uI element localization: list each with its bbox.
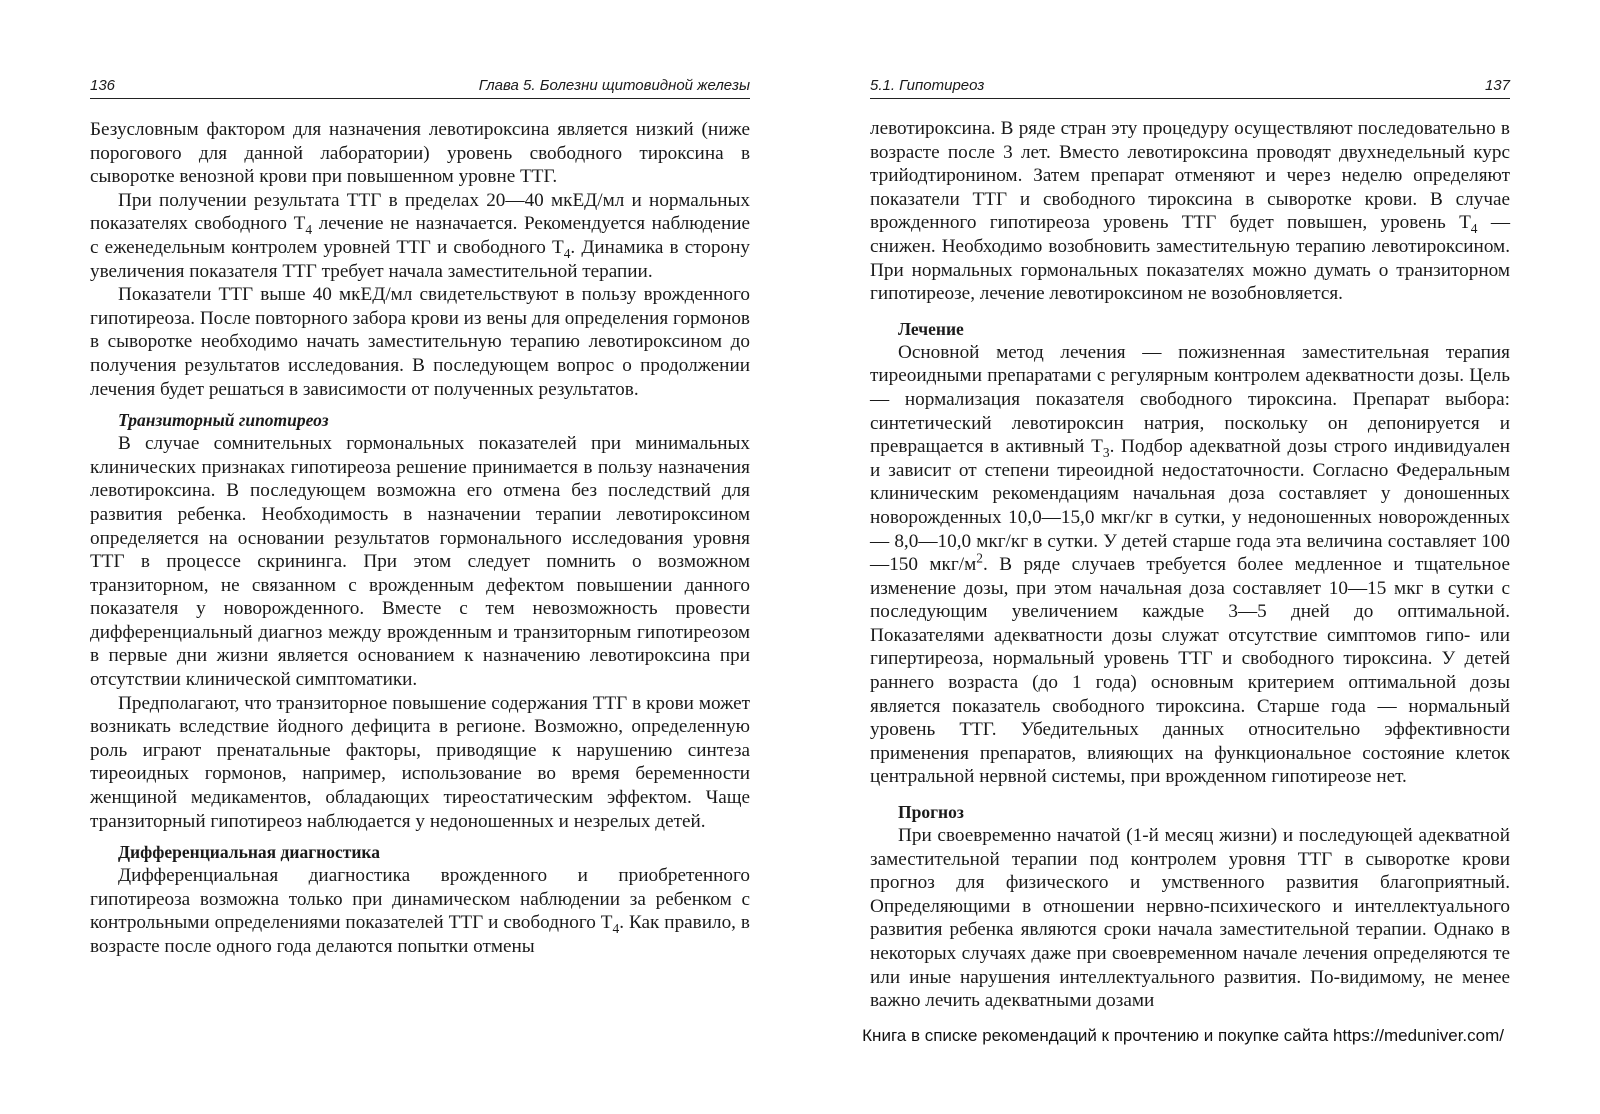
paragraph: В случае сомнительных гормональных показателей при минимальных клинических признаках гипотиреоза решение принимается в пользу назначения левотироксина. В последующем возможна его отмена без последствий для развития ребенка. Необходимость в назначении терапии левотироксином определяется на основании результатов гормонального исследования уровня ТТГ в процессе скрининга. При этом следует помнить о возможном транзиторном, не связанном с врожденным дефектом повышении данного показателя у новорожденного. Вместе с тем невозможность провести дифференциальный диагноз между врожденным и транзиторным гипотиреозом в первые дни жизни является основанием к назначению левотироксина при отсутствии клинической симптоматики. [90,433,750,691]
page-number: 136 [90,77,116,94]
watermark-text: Книга в списке рекомендаций к прочтению и покупке сайта https://meduniver.com/ [862,1026,1504,1045]
paragraph: левотироксина. В ряде стран эту процедуру осуществляют последовательно в возрасте после 3 лет. Вместо левотироксина проводят двухнедельный курс трийодтиронином. Затем препарат отменяют и через неделю определяют показатели ТТГ и свободного тироксина в сыворотке крови. В случае врожденного гипотиреоза уровень ТТГ будет повышен, уровень $Т_4$ — снижен. Необходимо возобновить заместительную терапию левотироксином. При нормальных гормональных показателях можно думать о транзиторном гипотиреозе, лечение левотироксином не возобновляется. [870,118,1511,305]
section-heading: Транзиторный гипотиреоз [118,410,329,431]
paragraph: При получении результата ТТГ в пределах 20—40 мкЕД/мл и нормальных показателях свободного $Т_4$ лечение не назначается. Рекомендуется наблюдение с еженедельным контролем уровней ТТГ и свободного $Т_4$. Динамика в сторону увеличения показателя ТТГ требует начала заместительной терапии. [90,189,751,282]
paragraph: Показатели ТТГ выше 40 мкЕД/мл свидетельствуют в пользу врожденного гипотиреоза. После повторного забора крови из вены для определения гормонов в сыворотке необходимо начать заместительную терапию левотироксином до получения результатов исследования. В последующем вопрос о продолжении лечения будет решаться в зависимости от полученных результатов. [90,284,750,400]
paragraph: Предполагают, что транзиторное повышение содержания ТТГ в крови может возникать вследствие йодного дефицита в регионе. Возможно, определенную роль играют пренатальные факторы, приводящие к нарушению синтеза тиреоидных гормонов, например, использование во время беременности женщиной медикаментов, обладающих тиреостатическим эффектом. Чаще транзиторный гипотиреоз наблюдается у недоношенных и незрелых детей. [90,692,750,832]
section-heading: Лечение [898,318,964,339]
right-page-header [870,72,1510,99]
paragraph: Основной метод лечения — пожизненная заместительная терапия тиреоидными препаратами с регулярным контролем адекватности дозы. Цель — нормализация показателя свободного тироксина. Препарат выбора: синтетический левотироксин натрия, поскольку он депонируется и превращается в активный $Т_3$. Подбор адекватной дозы строго индивидуален и зависит от степени тиреоидной недостаточности. Согласно Федеральным клиническим рекомендациям начальная доза составляет у доношенных новорожденных 10,0—15,0 мкг/кг в сутки, у недоношенных новорожденных — 8,0—10,0 мкг/кг в сутки. У детей старше года эта величина составляет 100—150 мкг/$м^2$. В ряде случаев требуется более медленное и тщательное изменение дозы, при этом начальная доза составляет 10—15 мкг в сутки с последующим увеличением каждые 3—5 дней до оптимальной. Показателями адекватности дозы служат отсутствие симптомов гипо- или гипертиреоза, нормальный уровень ТТГ и свободного тироксина. У детей раннего возраста (до 1 года) основным критерием оптимальной дозы является показатель свободного тироксина. Старше года — нормальный уровень ТТГ. Убедительных данных относительно эффективности применения препаратов, влияющих на функциональное состояние клеток центральной нервной системы, при врожденном гипотиреозе нет. [870,341,1511,788]
section-heading: Прогноз [898,802,964,823]
left-page-header [90,72,750,99]
running-head: Глава 5. Болезни щитовидной железы [478,77,750,94]
right-page-body [870,117,1510,1013]
paragraph: Безусловным фактором для назначения левотироксина является низкий (ниже порогового для данной лаборатории) уровень свободного тироксина в сыворотке венозной крови при повышенном уровне ТТГ. [90,119,750,188]
left-page-body [90,118,750,959]
section-heading: Дифференциальная диагностика [118,842,380,863]
paragraph: Дифференциальная диагностика врожденного и приобретенного гипотиреоза возможна только при динамическом наблюдении за ребенком с контрольными определениями показателей ТТГ и свободного $Т_4$. Как правило, в возрасте после одного года делаются попытки отмены [90,865,750,957]
running-head: 5.1. Гипотиреоз [870,77,985,94]
page-number: 137 [1484,77,1510,94]
paragraph: При своевременно начатой (1-й месяц жизни) и последующей адекватной заместительной терапии под контролем уровня ТТГ в сыворотке крови прогноз для физического и умственного развития благоприятный. Определяющими в отношении нервно-психического и интеллектуального развития ребенка являются сроки начала заместительной терапии. Однако в некоторых случаях даже при своевременном начале лечения определяются те или иные нарушения интеллектуального развития. По-видимому, не менее важно лечить адекватными дозами [870,825,1510,1012]
